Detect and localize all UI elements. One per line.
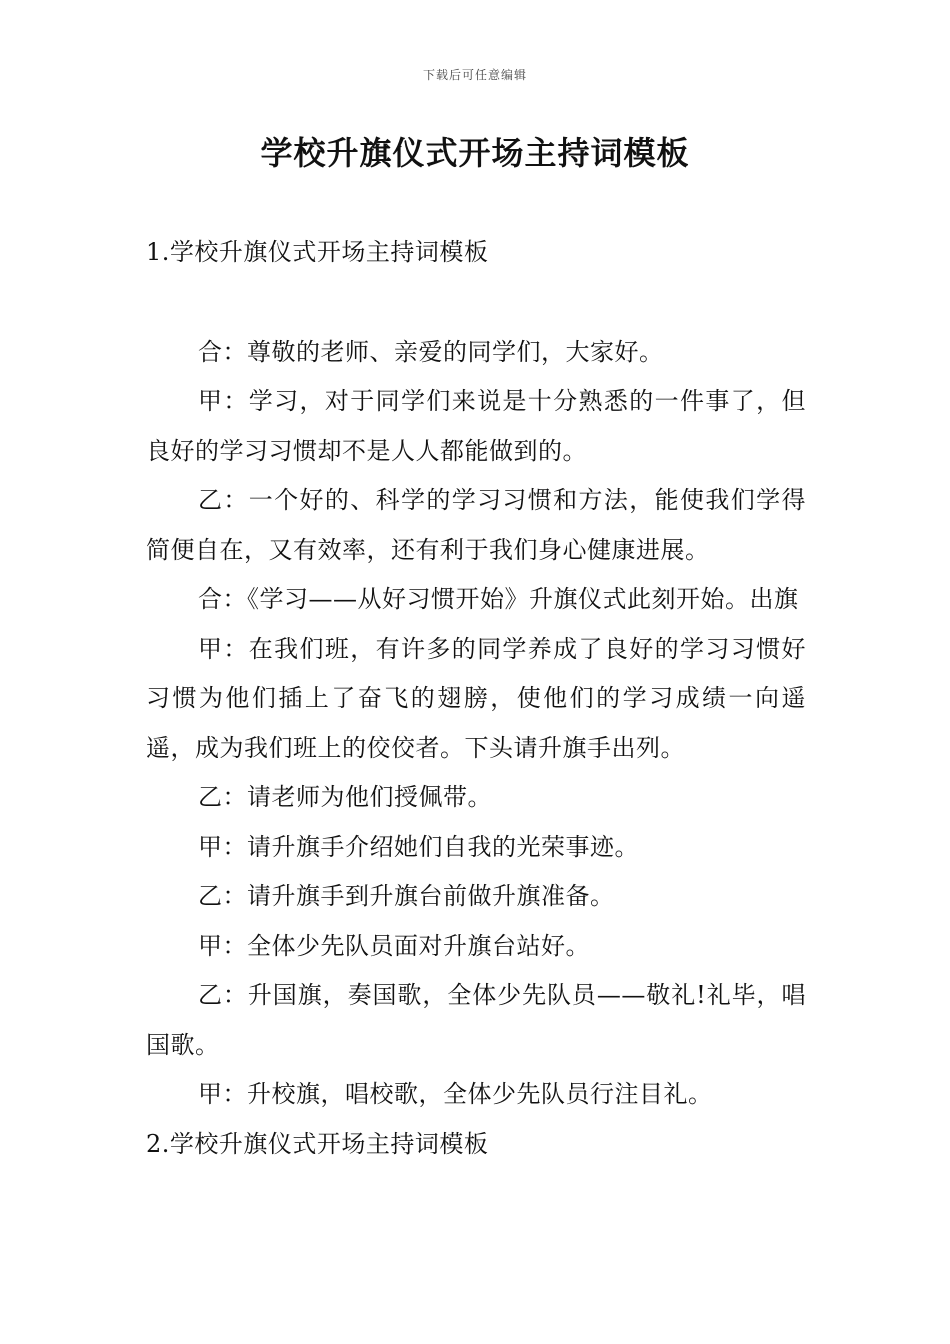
paragraph: 甲：请升旗手介绍她们自我的光荣事迹。 — [198, 832, 639, 861]
document-body — [146, 228, 806, 1169]
section-heading-1: 1.学校升旗仪式开场主持词模板 — [146, 238, 489, 266]
header-note: 下载后可任意编辑 — [422, 68, 527, 82]
paragraph: 合：《学习——从好习惯开始》升旗仪式此刻开始。出旗 — [198, 585, 799, 613]
paragraph: 甲：学习，对于同学们来说是十分熟悉的一件事了，但良好的学习习惯却不是人人都能做到的。 — [146, 387, 806, 465]
paragraph: 甲：升校旗，唱校歌，全体少先队员行注目礼。 — [198, 1080, 713, 1108]
paragraph: 乙：请升旗手到升旗台前做升旗准备。 — [198, 882, 615, 910]
document-title: 学校升旗仪式开场主持词模板 — [260, 134, 690, 172]
section-heading-2: 2.学校升旗仪式开场主持词模板 — [146, 1129, 489, 1158]
paragraph: 甲：全体少先队员面对升旗台站好。 — [198, 931, 590, 960]
paragraph: 甲：在我们班，有许多的同学养成了良好的学习习惯好习惯为他们插上了奋飞的翅膀，使他们的学习成绩一向遥遥，成为我们班上的佼佼者。下头请升旗手出列。 — [146, 634, 806, 762]
paragraph: 乙：升国旗，奏国歌，全体少先队员——敬礼!礼毕，唱国歌。 — [146, 981, 806, 1059]
paragraph: 乙：请老师为他们授佩带。 — [198, 783, 492, 811]
paragraph: 乙：一个好的、科学的学习习惯和方法，能使我们学得简便自在，又有效率，还有利于我们身心健康进展。 — [146, 486, 806, 564]
paragraph: 合：尊敬的老师、亲爱的同学们，大家好。 — [198, 337, 664, 366]
